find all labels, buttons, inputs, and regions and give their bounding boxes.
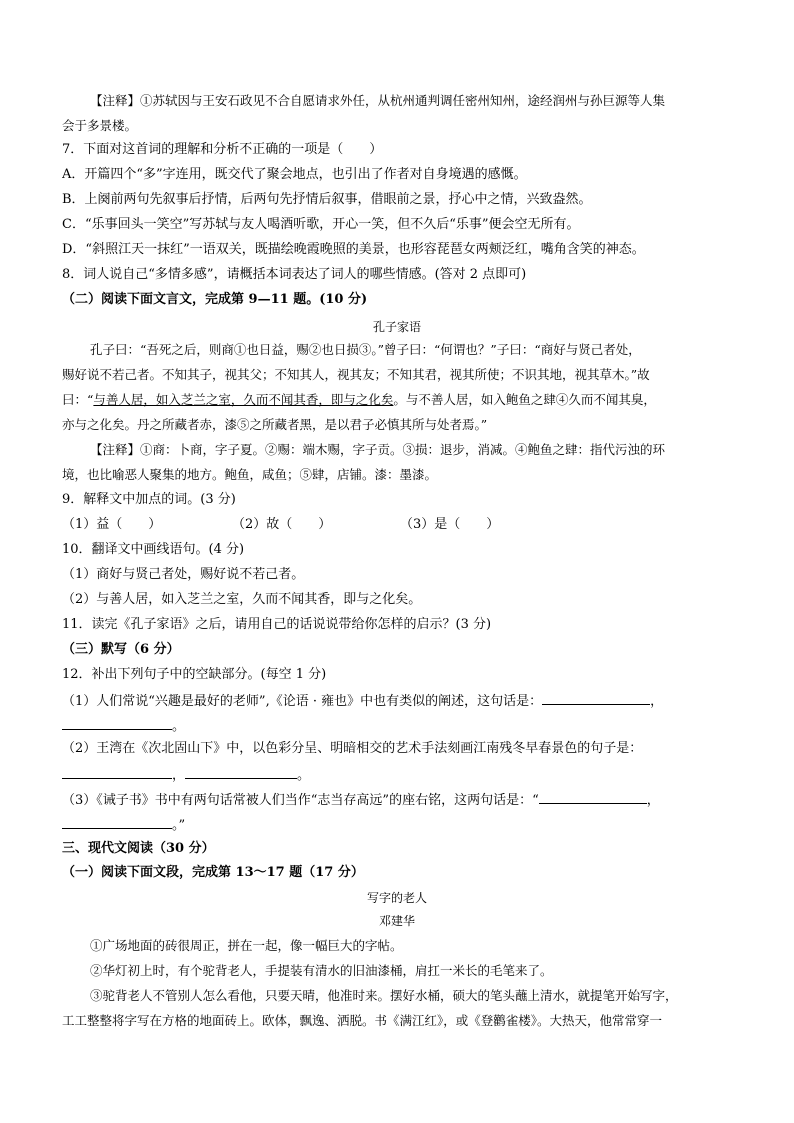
note-text: ①苏轼因与王安石政见不合自愿请求外任，从杭州通判调任密州知州，途经润州与孙巨源等人集 [140,93,666,108]
q12-item2: （2）王湾在《次北固山下》中，以色彩分呈、明暗相交的艺术手法刻画江南残冬早春景色的句子是： [62,741,643,756]
passage-text: 曰：“ [62,392,94,407]
passage-line3 [62,391,742,409]
q7-option-b: B．上阕前两句先叙事后抒情，后两句先抒情后叙事，借眼前之景，抒心中之情，兴致盎然。 [62,192,592,207]
article-para3-line2: 工工整整将字写在方格的地面砖上。欧体，飘逸、洒脱。书《满江红》，或《登鹳雀楼》。大热天，他常常穿一 [62,1013,663,1028]
part3-sub-heading: （一）阅读下面文段，完成第 13～17 题（17 分） [62,865,364,880]
q10-sentence1: （1）商好与贤己者处，赐好说不若己者。 [62,567,305,582]
answer-blank[interactable] [62,815,172,829]
comma: ， [646,793,660,808]
q7-option-a: A．开篇四个“多”字连用，既交代了聚会地点，也引出了作者对自身境遇的感慨。 [62,167,527,182]
answer-blank[interactable] [62,765,172,779]
article-para1: ①广场地面的砖很周正，拼在一起，像一幅巨大的字帖。 [90,938,403,953]
answer-blank[interactable] [185,765,297,779]
passage-line1: 孔子曰：“吾死之后，则商①也日益，赐②也日损③。”曾子曰：“何谓也？”子曰：“商好与贤己者处， [90,342,641,357]
q12-item3-text: （3）《诫子书》书中有两句话常被人们当作“志当存高远”的座右铭，这两句话是：“ [62,793,539,808]
q9-item1: （1）益（ ） [62,517,162,532]
comma: ， [650,694,664,709]
note-label: 【注释】 [90,442,141,457]
q11-stem: 11．读完《孔子家语》之后，请用自己的话说说带给你怎样的启示？(3 分) [62,617,492,632]
part3-heading: 三、现代文阅读（30 分） [62,841,215,856]
q9-item2: （2）故（ ） [232,517,332,532]
note-q7-line2: 会于多景楼。 [62,118,138,133]
q8-stem: 8．词人说自己“多情多感”，请概括本词表达了词人的哪些情感。(答对 2 点即可) [62,267,527,282]
article-author: 邓建华 [378,914,415,928]
note-label: 【注释】 [90,93,141,108]
q7-stem: 7．下面对这首词的理解和分析不正确的一项是（ ） [62,142,383,157]
passage-line4: 亦与之化矣。丹之所藏者赤，漆⑤之所藏者黑，是以君子必慎其所与处者焉。” [62,417,488,432]
q12-item3-cont [62,815,742,835]
q12-stem: 12．补出下列句子中的空缺部分。(每空 1 分) [62,667,327,682]
q12-item1 [62,691,742,711]
period: 。” [172,818,186,833]
q12-item3 [62,790,742,810]
passage-title: 孔子家语 [372,320,421,334]
q9-stem: 9．解释文中加点的词。(3 分) [62,492,236,507]
comma: ， [172,768,186,783]
article-para3-line1: ③驼背老人不管别人怎么看他，只要天晴，他准时来。摆好水桶，硕大的笔头蘸上清水，就提笔开始写字， [90,988,678,1003]
article-title: 写字的老人 [366,891,427,905]
note-text: ①商：卜商，字子夏。②赐：端木赐，字子贡。③损：退步，消减。④鲍鱼之肆：指代污浊的环 [140,442,666,457]
passage-note-line2: 境，也比喻恶人聚集的地方。鲍鱼，咸鱼；⑤肆，店铺。漆：墨漆。 [62,467,438,482]
period: 。 [172,719,186,734]
answer-blank[interactable] [542,691,650,705]
q9-item3: （3）是（ ） [400,517,500,532]
q12-item1-text: （1）人们常说“兴趣是最好的老师”,《论语 · 雍也》中也有类似的阐述，这句话是： [62,694,543,709]
article-para2: ②华灯初上时，有个驼背老人，手提装有清水的旧油漆桶，肩扛一米长的毛笔来了。 [90,963,553,978]
q7-option-c: C．“乐事回头一笑空”写苏轼与友人喝酒听歌，开心一笑，但不久后“乐事”便会空无所有。 [62,217,580,232]
passage-line2: 赐好说不若己者。不知其子，视其父；不知其人，视其友；不知其君，视其所使；不识其地，视其草木。”故 [62,367,650,382]
period: 。 [297,768,311,783]
passage-text: 。与不善人居，如入鲍鱼之肆④久而不闻其臭， [393,392,656,407]
q10-sentence2: （2）与善人居，如入芝兰之室，久而不闻其香，即与之化矣。 [62,592,422,607]
q12-item2-cont [62,765,742,785]
passage-note-line1 [90,441,742,459]
underlined-sentence: 与善人居，如入芝兰之室，久而不闻其香，即与之化矣 [93,392,394,407]
section2-heading: （二）阅读下面文言文，完成第 9—11 题。(10 分) [62,292,368,307]
answer-blank[interactable] [539,790,647,804]
answer-blank[interactable] [62,716,172,730]
q7-option-d: D．“斜照江天一抹红”一语双关，既描绘晚霞晚照的美景，也形容琵琶女两颊泛红，嘴角含笑的神态。 [62,242,645,257]
note-q7-line1 [90,92,742,110]
q12-item1-cont [62,716,742,736]
q10-stem: 10．翻译文中画线语句。(4 分) [62,542,245,557]
section3-heading: （三）默写（6 分） [62,642,180,657]
